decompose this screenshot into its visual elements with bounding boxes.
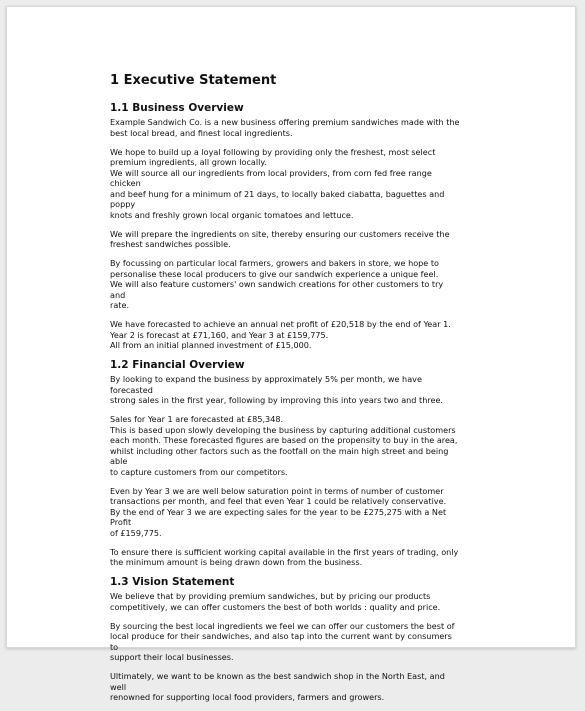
paragraph: Ultimately, we want to be known as the best sandwich shop in the North East, and well renowned for supporting local food providers, farmers and growers. [110, 671, 445, 702]
paragraph: We will prepare the ingredients on site, thereby ensuring our customers receive the freshest sandwiches possible. [110, 228, 450, 249]
section-business-overview [110, 102, 460, 351]
section-heading: 1.1 Business Overview [110, 102, 244, 114]
paragraph: Even by Year 3 we are well below saturation point in terms of number of customer transactions per month, and feel that even Year 1 could be relatively conservative. By the end of Year 3 we are expecting sales for the year to be £275,275 with a Net Profit of £159,775. [110, 485, 447, 538]
document-page [6, 6, 576, 702]
paragraph: We have forecasted to achieve an annual net profit of £20,518 by the end of Year 1. Year 2 is forecast at £71,160, and Year 3 at £159,775. All from an initial planned investment of £15,000. [110, 319, 451, 350]
paragraph: By looking to expand the business by approximately 5% per month, we have forecasted strong sales in the first year, following by improving this into years two and three. [110, 374, 444, 405]
paragraph: Example Sandwich Co. is a new business offering premium sandwiches made with the best local bread, and finest local ingredients. [110, 117, 460, 138]
paragraph: We hope to build up a loyal following by providing only the freshest, most select premium ingredients, all grown locally. We will source all our ingredients from local providers, from corn fed free range chicken and beef hung for a minimum of 21 days, to locally baked ciabatta, baguettes and poppy knots and freshly grown local organic tomatoes and lettuce. [110, 146, 445, 220]
section-vision-statement [110, 576, 460, 703]
paragraph: By sourcing the best local ingredients we feel we can offer our customers the best of local produce for their sandwiches, and also tap into the current want by consumers to support their local businesses. [110, 620, 455, 662]
paragraph: We believe that by providing premium sandwiches, but by pricing our products competitively, we can offer customers the best of both worlds : quality and price. [110, 591, 441, 612]
section-heading: 1.3 Vision Statement [110, 576, 235, 588]
document-content [110, 73, 460, 711]
paragraph: By focussing on particular local farmers, growers and bakers in store, we hope to personalise these local producers to give our sandwich experience a unique feel. We will also feature customers' own sandwich creations for other customers to try and rate. [110, 258, 444, 310]
paragraph: To ensure there is sufficient working capital available in the first years of trading, only the minimum amount is being drawn down from the business. [110, 546, 459, 567]
section-financial-overview [110, 359, 460, 568]
document-title: 1 Executive Statement [110, 73, 277, 88]
section-heading: 1.2 Financial Overview [110, 359, 245, 371]
paragraph: Sales for Year 1 are forecasted at £85,348. This is based upon slowly developing the business by capturing additional customers each month. These forecasted figures are based on the propensity to buy in the area, whilst including other factors such as the footfall on the main high street and being able to capture customers from our competitors. [110, 414, 458, 477]
